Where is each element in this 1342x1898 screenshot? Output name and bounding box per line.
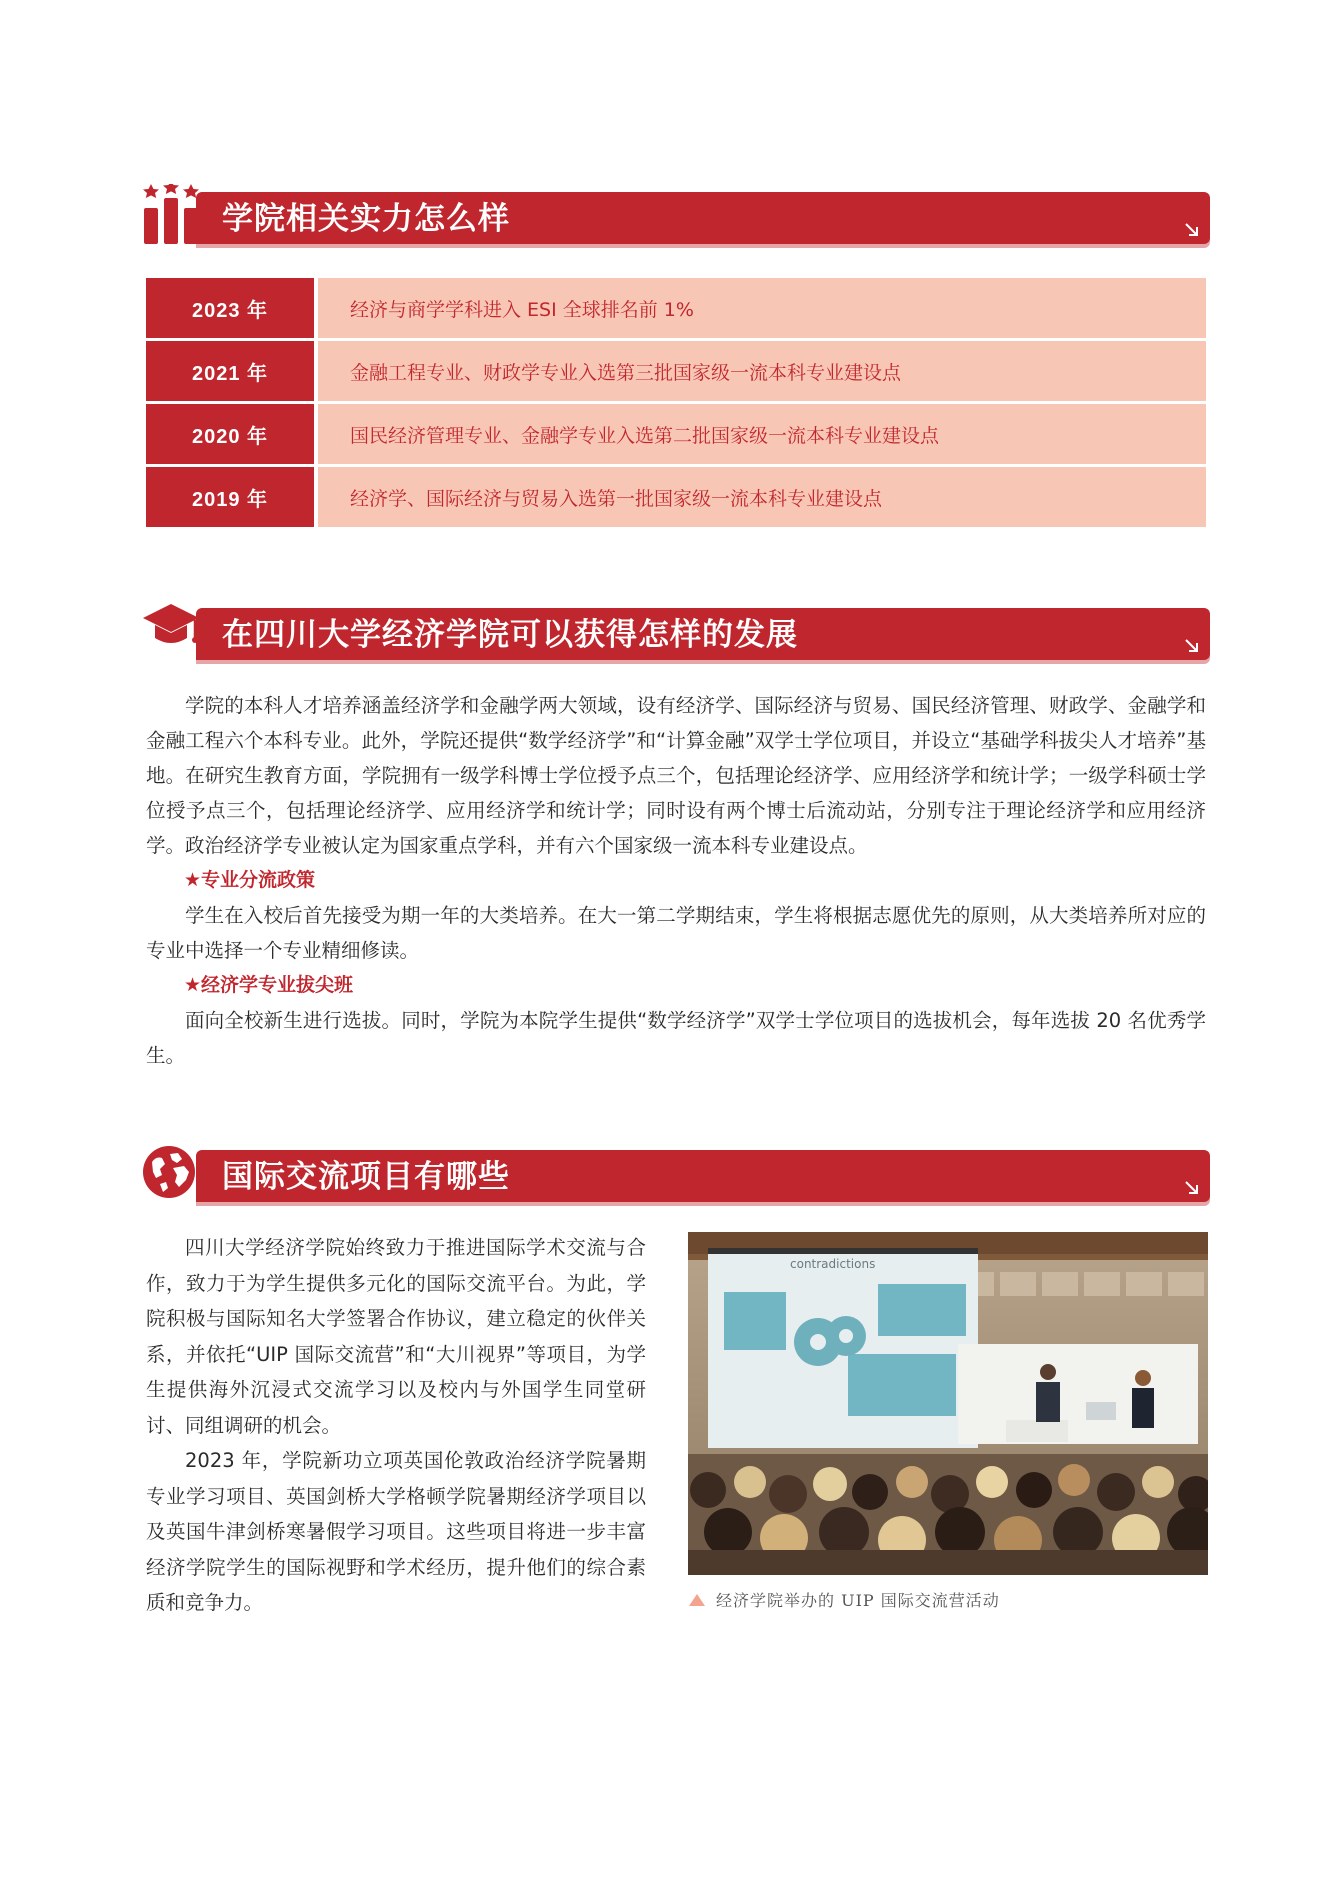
achievement-cell: 经济与商学学科进入 ESI 全球排名前 1% xyxy=(318,278,1206,338)
table-row xyxy=(146,278,1206,338)
table-row xyxy=(146,341,1206,401)
top-class-paragraph: 面向全校新生进行选拔。同时，学院为本院学生提供“数学经济学”双学士学位项目的选拔机会，每年选拔 20 名优秀学生。 xyxy=(146,1009,1206,1067)
subheading-major-policy: ★专业分流政策 xyxy=(184,869,316,891)
section-title-bar xyxy=(196,1150,1210,1202)
intro-paragraph: 学院的本科人才培养涵盖经济学和金融学两大领域，设有经济学、国际经济与贸易、国民经济管理、财政学、金融学和金融工程六个本科专业。此外，学院还提供“数学经济学”和“计算金融”双学士学位项目，并设立“基础学科拔尖人才培养”基地。在研究生教育方面，学院拥有一级学科博士学位授予点三个，包括理论经济学、应用经济学和统计学；一级学科硕士学位授予点三个，包括理论经济学、应用经济学和统计学；同时设有两个博士后流动站，分别专注于理论经济学和应用经济学。政治经济学专业被认定为国家重点学科，并有六个国家级一流本科专业建设点。 xyxy=(146,694,1206,857)
uip-camp-photo xyxy=(688,1232,1208,1575)
globe-icon xyxy=(142,1142,200,1202)
intl-paragraph-1: 四川大学经济学院始终致力于推进国际学术交流与合作，致力于为学生提供多元化的国际交流平台。为此，学院积极与国际知名大学签署合作协议，建立稳定的伙伴关系，并依托“UIP 国际交流营”和“大川视界”等项目，为学生提供海外沉浸式交流学习以及校内与外国学生同堂研讨、同组调研的机会。 xyxy=(146,1236,646,1437)
trophy-podium-icon xyxy=(142,184,200,244)
section-header-strength xyxy=(142,184,1210,242)
table-row xyxy=(146,467,1206,527)
major-policy-paragraph: 学生在入校后首先接受为期一年的大类培养。在大一第二学期结束，学生将根据志愿优先的原则，从大类培养所对应的专业中选择一个专业精细修读。 xyxy=(146,904,1206,962)
subheading-top-class: ★经济学专业拔尖班 xyxy=(184,974,354,996)
development-text xyxy=(146,688,1206,1073)
arrow-down-right-icon xyxy=(1184,638,1200,654)
year-cell: 2019 年 xyxy=(146,467,314,527)
year-cell: 2023 年 xyxy=(146,278,314,338)
achievement-cell: 经济学、国际经济与贸易入选第一批国家级一流本科专业建设点 xyxy=(318,467,1206,527)
section-header-development xyxy=(142,600,1210,658)
international-text xyxy=(146,1230,646,1621)
arrow-down-right-icon xyxy=(1184,1180,1200,1196)
photo-caption-text: 经济学院举办的 UIP 国际交流营活动 xyxy=(716,1591,1000,1610)
slide-title: contradictions xyxy=(790,1257,876,1271)
arrow-down-right-icon xyxy=(1184,222,1200,238)
section-title-bar xyxy=(196,608,1210,660)
section-header-international xyxy=(142,1142,1210,1200)
achievement-cell: 金融工程专业、财政学专业入选第三批国家级一流本科专业建设点 xyxy=(318,341,1206,401)
year-cell: 2021 年 xyxy=(146,341,314,401)
section-title: 在四川大学经济学院可以获得怎样的发展 xyxy=(222,617,798,653)
table-row xyxy=(146,404,1206,464)
section-title-bar xyxy=(196,192,1210,244)
section-title: 国际交流项目有哪些 xyxy=(222,1159,510,1195)
year-cell: 2020 年 xyxy=(146,404,314,464)
achievements-table xyxy=(146,278,1206,530)
intl-paragraph-2: 2023 年，学院新功立项英国伦敦政治经济学院暑期专业学习项目、英国剑桥大学格顿学院暑期经济学项目以及英国牛津剑桥寒暑假学习项目。这些项目将进一步丰富经济学院学生的国际视野和学术经历，提升他们的综合素质和竞争力。 xyxy=(146,1449,646,1614)
triangle-up-icon xyxy=(688,1593,706,1607)
photo-caption xyxy=(688,1588,1000,1611)
section-title: 学院相关实力怎么样 xyxy=(222,201,510,237)
achievement-cell: 国民经济管理专业、金融学专业入选第二批国家级一流本科专业建设点 xyxy=(318,404,1206,464)
graduation-cap-icon xyxy=(142,600,200,660)
